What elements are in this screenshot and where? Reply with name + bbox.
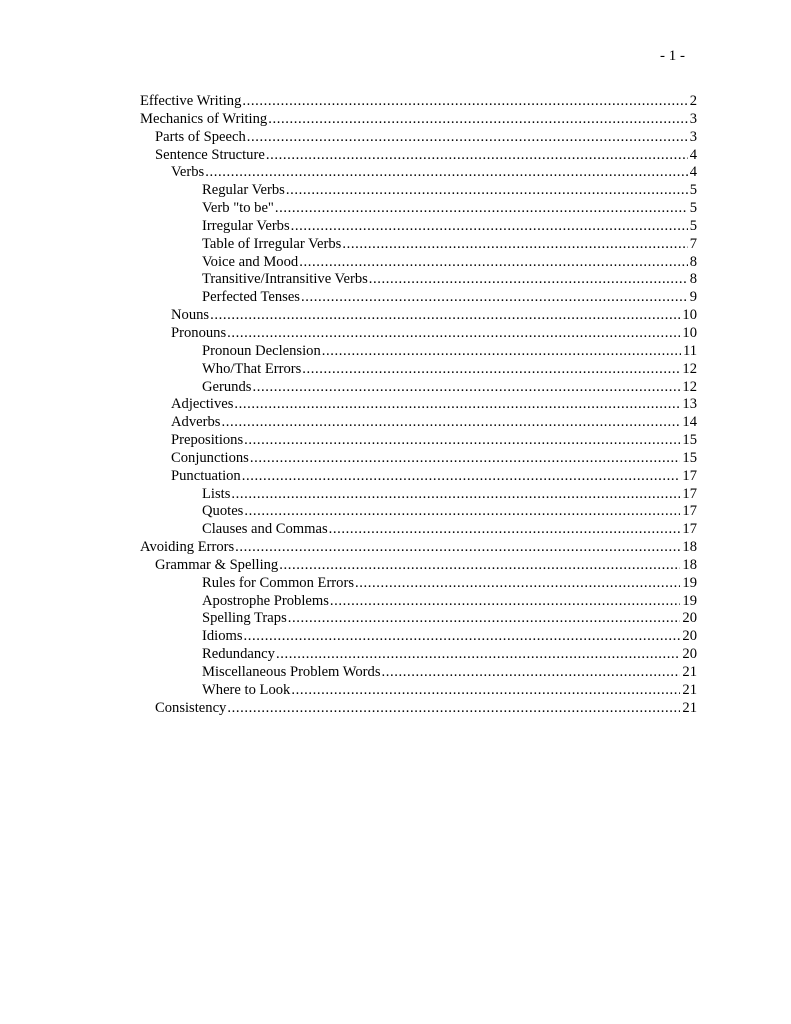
toc-dot-leader [382, 664, 681, 682]
toc-entry-page: 9 [689, 289, 697, 306]
toc-entry[interactable] [0, 575, 791, 593]
toc-entry-row [171, 432, 697, 450]
toc-entry-page: 17 [682, 467, 697, 484]
toc-entry-page: 11 [682, 342, 697, 359]
toc-entry-title: Gerunds [202, 378, 252, 395]
toc-entry[interactable] [0, 325, 791, 343]
toc-entry-title: Miscellaneous Problem Words [202, 664, 381, 680]
toc-dot-leader [244, 432, 680, 450]
toc-dot-leader [355, 575, 680, 593]
toc-dot-leader [330, 593, 681, 611]
toc-entry-row [202, 271, 697, 289]
toc-entry-row [155, 557, 697, 575]
toc-entry[interactable] [0, 164, 791, 182]
toc-entry-row [202, 503, 697, 521]
toc-entry-row [171, 450, 697, 468]
toc-entry-row [171, 396, 697, 414]
toc-entry-page: 17 [682, 503, 697, 520]
toc-entry[interactable] [0, 271, 791, 289]
toc-dot-leader [266, 147, 688, 165]
toc-dot-leader [286, 182, 688, 200]
toc-dot-leader [242, 468, 681, 486]
toc-entry-page: 17 [682, 521, 697, 538]
toc-entry-row [202, 218, 697, 236]
toc-entry-page: 20 [682, 646, 697, 663]
toc-dot-leader [227, 700, 680, 718]
toc-entry-page: 15 [682, 449, 697, 466]
toc-dot-leader [227, 325, 680, 343]
toc-entry-title: Verbs [171, 164, 205, 181]
toc-dot-leader [329, 521, 681, 539]
toc-entry[interactable] [0, 396, 791, 414]
toc-entry[interactable] [0, 646, 791, 664]
toc-entry-page: 5 [689, 200, 697, 217]
toc-entry-title: Regular Verbs [202, 182, 285, 199]
toc-entry-page: 18 [682, 556, 697, 573]
toc-entry-row [202, 646, 697, 664]
toc-entry[interactable] [0, 557, 791, 575]
toc-entry[interactable] [0, 200, 791, 218]
toc-entry-page: 20 [682, 628, 697, 645]
toc-entry-title: Quotes [202, 503, 244, 520]
toc-entry-row [155, 147, 697, 165]
page-number: - 1 - [660, 48, 685, 64]
toc-entry-row [202, 628, 697, 646]
toc-dot-leader [234, 396, 680, 414]
toc-entry-row [171, 468, 697, 486]
toc-entry[interactable] [0, 700, 791, 718]
toc-dot-leader [235, 539, 680, 557]
toc-dot-leader [268, 111, 687, 129]
toc-entry[interactable] [0, 539, 791, 557]
toc-entry[interactable] [0, 521, 791, 539]
toc-entry-page: 5 [689, 182, 697, 199]
toc-entry-title: Adjectives [171, 396, 234, 413]
toc-entry-page: 12 [682, 378, 697, 395]
toc-entry-page: 2 [689, 93, 697, 109]
toc-entry-title: Idioms [202, 628, 243, 645]
toc-entry-row [140, 539, 697, 557]
toc-entry[interactable] [0, 129, 791, 147]
toc-entry-row [202, 182, 697, 200]
toc-entry[interactable] [0, 414, 791, 432]
toc-entry-title: Prepositions [171, 432, 244, 449]
toc-entry[interactable] [0, 307, 791, 325]
toc-entry-row [202, 486, 697, 504]
toc-entry[interactable] [0, 218, 791, 236]
toc-dot-leader [369, 271, 688, 289]
toc-dot-leader [205, 164, 687, 182]
toc-entry-row [202, 610, 697, 628]
toc-entry-title: Consistency [155, 699, 227, 716]
toc-entry-row [171, 414, 697, 432]
toc-entry-title: Where to Look [202, 681, 291, 698]
toc-entry-row [171, 164, 697, 182]
toc-entry-title: Effective Writing [140, 93, 242, 109]
toc-entry-title: Apostrophe Problems [202, 592, 329, 609]
toc-entry[interactable] [0, 361, 791, 379]
toc-entry-row [171, 325, 697, 343]
toc-entry-title: Perfected Tenses [202, 289, 300, 306]
toc-entry[interactable] [0, 93, 791, 111]
toc-entry[interactable] [0, 147, 791, 165]
toc-entry-row [202, 289, 697, 307]
toc-entry-title: Irregular Verbs [202, 217, 290, 234]
toc-entry-title: Who/That Errors [202, 360, 302, 377]
toc-entry-title: Rules for Common Errors [202, 574, 355, 591]
toc-entry[interactable] [0, 664, 791, 682]
toc-entry-title: Spelling Traps [202, 610, 287, 627]
toc-entry-row [155, 700, 697, 718]
toc-entry-page: 8 [689, 253, 697, 270]
toc-entry-page: 14 [682, 414, 697, 431]
toc-entry[interactable] [0, 610, 791, 628]
toc-entry-row [202, 664, 697, 682]
toc-entry-title: Grammar & Spelling [155, 556, 279, 573]
toc-entry-page: 3 [689, 110, 697, 127]
toc-entry-page: 19 [682, 574, 697, 591]
toc-entry-page: 7 [689, 235, 697, 252]
toc-entry[interactable] [0, 236, 791, 254]
toc-entry-title: Verb "to be" [202, 200, 274, 217]
toc-dot-leader [244, 628, 681, 646]
toc-entry[interactable] [0, 682, 791, 700]
toc-dot-leader [322, 343, 681, 361]
toc-entry[interactable] [0, 111, 791, 129]
toc-entry-page: 17 [682, 485, 697, 502]
toc-entry[interactable] [0, 254, 791, 272]
toc-entry-title: Lists [202, 485, 231, 502]
toc-entry[interactable] [0, 379, 791, 397]
toc-entry-row [202, 236, 697, 254]
toc-entry-title: Pronouns [171, 324, 227, 341]
toc-dot-leader [302, 361, 680, 379]
toc-entry-title: Avoiding Errors [140, 539, 235, 556]
toc-entry-row [140, 111, 697, 129]
toc-entry[interactable] [0, 468, 791, 486]
toc-entry-row [202, 682, 697, 700]
toc-dot-leader [279, 557, 680, 575]
toc-entry-page: 21 [682, 664, 697, 680]
toc-entry[interactable] [0, 182, 791, 200]
toc-entry[interactable] [0, 450, 791, 468]
toc-entry-page: 13 [682, 396, 697, 413]
toc-entry-page: 20 [682, 610, 697, 627]
toc-entry-row [171, 307, 697, 325]
toc-dot-leader [231, 486, 680, 504]
toc-entry-page: 10 [682, 324, 697, 341]
toc-dot-leader [291, 218, 688, 236]
toc-entry-title: Transitive/Intransitive Verbs [202, 271, 368, 288]
toc-dot-leader [275, 200, 688, 218]
toc-entry-page: 21 [682, 699, 697, 716]
toc-dot-leader [291, 682, 680, 700]
toc-entry-title: Parts of Speech [155, 128, 246, 145]
toc-entry-row [202, 593, 697, 611]
toc-entry-row [202, 521, 697, 539]
toc-entry[interactable] [0, 432, 791, 450]
toc-dot-leader [301, 289, 688, 307]
toc-entry-page: 10 [682, 307, 697, 324]
toc-entry-title: Voice and Mood [202, 253, 299, 270]
toc-entry[interactable] [0, 593, 791, 611]
toc-entry-page: 18 [682, 539, 697, 556]
toc-entry-page: 8 [689, 271, 697, 288]
toc-entry-page: 4 [689, 146, 697, 163]
toc-dot-leader [288, 610, 681, 628]
toc-dot-leader [276, 646, 680, 664]
toc-entry-title: Mechanics of Writing [140, 110, 268, 127]
toc-entry[interactable] [0, 289, 791, 307]
toc-dot-leader [247, 129, 688, 147]
toc-dot-leader [250, 450, 681, 468]
toc-entry-page: 5 [689, 217, 697, 234]
toc-entry-title: Pronoun Declension [202, 342, 321, 359]
toc-entry-row [202, 200, 697, 218]
toc-entry[interactable] [0, 628, 791, 646]
toc-dot-leader [252, 379, 680, 397]
toc-entry-page: 12 [682, 360, 697, 377]
toc-dot-leader [210, 307, 680, 325]
toc-entry-title: Table of Irregular Verbs [202, 235, 342, 252]
toc-entry-row [202, 379, 697, 397]
toc-entry-title: Sentence Structure [155, 146, 265, 163]
toc-entry-page: 15 [682, 432, 697, 449]
toc-entry-title: Conjunctions [171, 449, 249, 466]
toc-entry-row [202, 343, 697, 361]
toc-entry-page: 3 [689, 128, 697, 145]
toc-entry-page: 21 [682, 681, 697, 698]
toc-entry-title: Nouns [171, 307, 210, 324]
toc-entry-row [202, 254, 697, 272]
toc-entry[interactable] [0, 343, 791, 361]
toc-entry-title: Adverbs [171, 414, 221, 431]
toc-entry-row [202, 361, 697, 379]
toc-entry-title: Punctuation [171, 467, 241, 484]
toc-dot-leader [242, 93, 687, 111]
toc-dot-leader [244, 503, 680, 521]
toc-entry[interactable] [0, 486, 791, 504]
toc-entry-row [155, 129, 697, 147]
toc-dot-leader [221, 414, 680, 432]
table-of-contents [0, 93, 791, 718]
toc-entry-page: 19 [682, 592, 697, 609]
toc-entry-row [140, 93, 697, 111]
toc-entry-page: 4 [689, 164, 697, 181]
toc-entry-title: Clauses and Commas [202, 521, 328, 538]
toc-entry-title: Redundancy [202, 646, 275, 663]
toc-dot-leader [342, 236, 687, 254]
toc-entry-row [202, 575, 697, 593]
toc-dot-leader [299, 254, 688, 272]
toc-entry[interactable] [0, 503, 791, 521]
